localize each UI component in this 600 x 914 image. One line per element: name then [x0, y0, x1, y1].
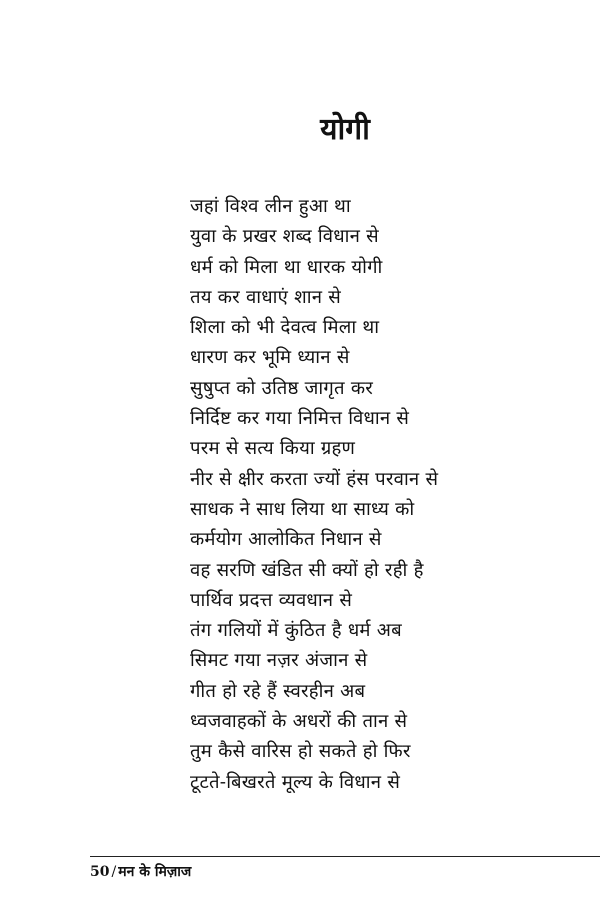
poem-line: सिमट गया नज़र अंजान से [190, 650, 368, 672]
poem-line: तुम कैसे वारिस हो सकते हो फिर [190, 741, 411, 763]
poem-line: शिला को भी देवत्व मिला था [190, 317, 380, 339]
poem-line: कर्मयोग आलोकित निधान से [190, 529, 382, 551]
page-number: 50 [90, 864, 110, 880]
poem-line: ध्वजवाहकों के अधरों की तान से [190, 711, 408, 733]
footer-separator: / [111, 864, 117, 880]
poem-line: युवा के प्रखर शब्द विधान से [190, 226, 379, 248]
poem-line: तय कर वाधाएं शान से [190, 286, 341, 308]
poem-line: सुषुप्त को उतिष्ठ जागृत कर [190, 377, 373, 399]
poem-line: जहां विश्व लीन हुआ था [190, 196, 351, 217]
poem-line: निर्दिष्ट कर गया निमित्त विधान से [190, 408, 410, 430]
book-title: मन के मिज़ाज [118, 864, 192, 880]
page-footer [90, 862, 191, 882]
poem-line: धारण कर भूमि ध्यान से [190, 347, 350, 369]
poem-line: पार्थिव प्रदत्त व्यवधान से [190, 589, 353, 611]
poem-line: टूटते-बिखरते मूल्य के विधान से [190, 771, 401, 793]
poem-line: गीत हो रहे हैं स्वरहीन अब [190, 680, 366, 702]
poem-line: वह सरणि खंडित सी क्यों हो रही है [190, 559, 424, 581]
poem-line: नीर से क्षीर करता ज्यों हंस परवान से [190, 468, 439, 490]
footer-divider [90, 856, 600, 857]
poem-title: योगी [320, 112, 370, 147]
poem-line: धर्म को मिला था धारक योगी [190, 256, 383, 278]
poem-body [190, 192, 438, 798]
poem-line: साधक ने साध लिया था साध्य को [190, 498, 415, 520]
poem-line: तंग गलियों में कुंठित है धर्म अब [190, 620, 402, 642]
poem-line: परम से सत्य किया ग्रहण [190, 438, 356, 460]
